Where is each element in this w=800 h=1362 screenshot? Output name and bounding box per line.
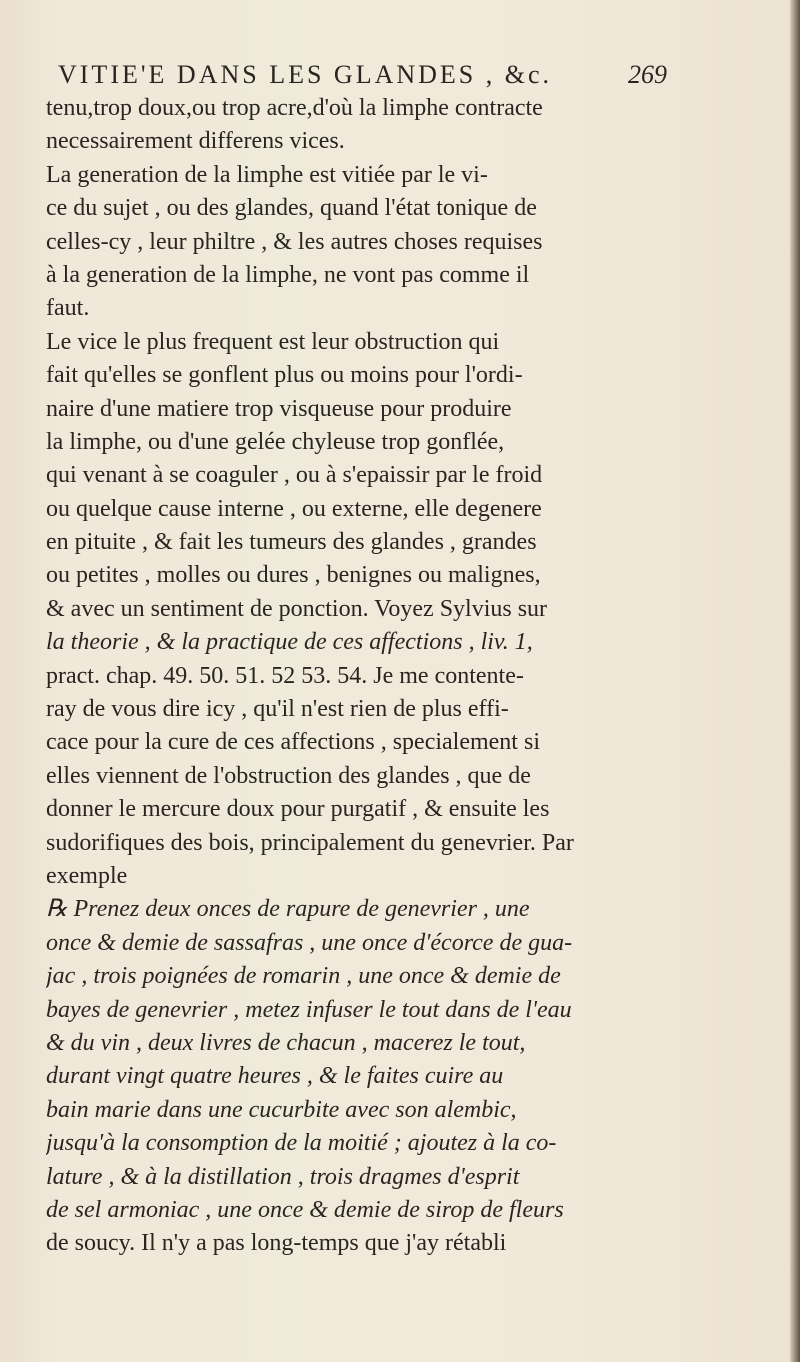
recipe-line: de sel armoniac , une once & demie de sirop de fleurs (46, 1196, 564, 1223)
text-line: exemple (46, 862, 128, 889)
text-line: ou petites , molles ou dures , benignes ou malignes, (46, 562, 541, 589)
text-line: necessairement differens vices. (46, 128, 345, 155)
text-line: la limphe, ou d'une gelée chyleuse trop gonflée, (46, 428, 505, 455)
text-line: tenu,trop doux,ou trop acre,d'où la limphe contracte (46, 95, 543, 121)
running-head (58, 60, 758, 96)
text-line: celles-cy , leur philtre , & les autres choses requises (46, 228, 543, 255)
recipe-line: ℞ Prenez deux onces de rapure de genevrier , une (46, 896, 530, 923)
text-line: en pituite , & fait les tumeurs des glandes , grandes (46, 529, 537, 556)
text-line: ray de vous dire icy , qu'il n'est rien de plus effi- (46, 696, 509, 723)
text-line: ou quelque cause interne , ou externe, elle degenere (46, 495, 542, 522)
text-line: & avec un sentiment de ponction. Voyez Sylvius sur (46, 595, 548, 622)
text-line: ce du sujet , ou des glandes, quand l'état tonique de (46, 195, 537, 222)
recipe-line: bain marie dans une cucurbite avec son alembic, (46, 1096, 517, 1123)
text-line: faut. (46, 295, 90, 322)
recipe-line: jac , trois poignées de romarin , une once & demie de (46, 963, 561, 990)
text-line: donner le mercure doux pour purgatif , & ensuite les (46, 796, 550, 823)
recipe-line: lature , & à la distillation , trois dragmes d'esprit (46, 1163, 520, 1190)
text-line: pract. chap. 49. 50. 51. 52 53. 54. Je me contente- (46, 662, 524, 689)
text-line: cace pour la cure de ces affections , specialement si (46, 729, 540, 756)
recipe-line: bayes de genevrier , metez infuser le tout dans de l'eau (46, 996, 572, 1023)
recipe-line: durant vingt quatre heures , & le faites cuire au (46, 1063, 504, 1090)
text-line: elles viennent de l'obstruction des glandes , que de (46, 762, 531, 789)
text-line: à la generation de la limphe, ne vont pas comme il (46, 261, 530, 288)
text-line: la theorie , & la practique de ces affections , liv. 1, (46, 629, 533, 656)
body-text (46, 92, 760, 1261)
text-line: de soucy. Il n'y a pas long-temps que j'ay rétabli (46, 1230, 507, 1257)
recipe-line: & du vin , deux livres de chacun , macerez le tout, (46, 1029, 526, 1056)
recipe-line: jusqu'à la consomption de la moitié ; ajoutez à la co- (46, 1130, 557, 1157)
page-edge-shadow (790, 0, 800, 1362)
text-line: sudorifiques des bois, principalement du genevrier. Par (46, 829, 574, 856)
text-line: fait qu'elles se gonflent plus ou moins pour l'ordi- (46, 362, 523, 389)
page-number: 269 (628, 60, 667, 89)
text-line: qui venant à se coaguler , ou à s'epaissir par le froid (46, 462, 543, 489)
recipe-line: once & demie de sassafras , une once d'écorce de gua- (46, 929, 573, 956)
text-line: naire d'une matiere trop visqueuse pour produire (46, 395, 512, 422)
running-head-title: VITIE'E DANS LES GLANDES , &c. (58, 60, 553, 89)
text-line: Le vice le plus frequent est leur obstruction qui (46, 328, 500, 355)
text-line: La generation de la limphe est vitiée par le vi- (46, 161, 488, 188)
